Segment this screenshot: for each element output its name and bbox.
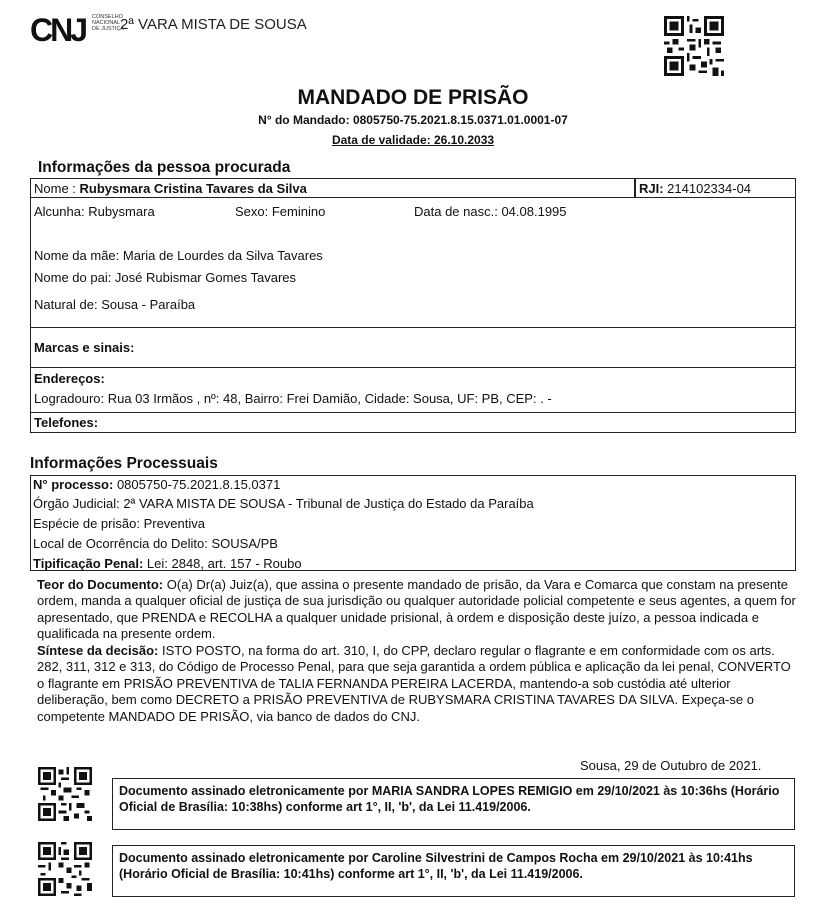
- mother-name: Nome da mãe: Maria de Lourdes da Silva Tavares: [34, 248, 323, 263]
- document-content: [37, 577, 797, 643]
- sexo: Sexo: Feminino: [235, 204, 326, 219]
- document-title: MANDADO DE PRISÃO: [297, 86, 529, 109]
- svg-text:CNJ: CNJ: [30, 12, 86, 46]
- name-label: Nome :: [34, 181, 80, 196]
- rji-divider: [634, 178, 636, 198]
- process-section-title: Informações Processuais: [30, 455, 218, 472]
- qr-code-icon: [38, 842, 92, 896]
- rji-field: [639, 181, 751, 196]
- phones-label: Telefones:: [34, 415, 99, 430]
- address-box: [30, 367, 796, 413]
- rji-value: 214102334-04: [663, 181, 752, 196]
- marks-label: Marcas e sinais:: [34, 340, 135, 355]
- person-section-title: Informações da pessoa procurada: [38, 159, 291, 176]
- decision-summary: [37, 643, 797, 725]
- birthplace: Natural de: Sousa - Paraíba: [34, 297, 196, 312]
- decision-summary-text: ISTO POSTO, na forma do art. 310, I, do CPP, declaro regular o flagrante e em conformidade com os arts. 282, 311, 312 e 313, do Código de Processo Penal, para que seja garantida a ordem pública e aplicação da lei penal, CONVERTO o flagrante em PRISÃO PREVENTIVA de TALIA FERNANDA PEREIRA LACERDA, mantendo-a sob custódia até ulterior deliberação, bem como DECRETO a PRISÃO PREVENTIVA de RUBYSMARA CRISTINA TAVARES DA SILVA. Expeça-se o competente MANDADO DE PRISÃO, via banco de dados do CNJ.: [37, 643, 791, 724]
- rji-label: RJI:: [639, 181, 664, 196]
- signature-box: [112, 778, 795, 830]
- process-box: [30, 475, 796, 571]
- signature-text: Documento assinado eletronicamente por Caroline Silvestrini de Campos Rocha em 29/10/2021 às 10:41hs (Horário Oficial de Brasília: 10:41hs) conforme art 1°, II, 'b', da Lei 11.419/2006.: [119, 851, 753, 881]
- document-content-text: O(a) Dr(a) Juiz(a), que assina o presente mandado de prisão, da Vara e Comarca que constam na presente ordem, manda a qualquer oficial de justiça de sua jurisdição ou qualquer autoridade policial competente e seus agentes, a quem for apresentado, que PRENDA e RECOLHA a qualquer unidade prisional, à ordem e disposição deste juízo, a pessoa indicada e qualificada na presente ordem.: [37, 577, 796, 642]
- crime-location: Local de Ocorrência do Delito: SOUSA/PB: [33, 536, 278, 551]
- court-name: 2ª VARA MISTA DE SOUSA: [120, 16, 307, 33]
- penal-typification-value: Lei: 2848, art. 157 - Roubo: [143, 556, 302, 571]
- birth-date: Data de nasc.: 04.08.1995: [414, 204, 567, 219]
- address-value: Logradouro: Rua 03 Irmãos , nº: 48, Bairro: Frei Damião, Cidade: Sousa, UF: PB, CEP: . -: [34, 391, 552, 406]
- qr-code-icon: [664, 16, 724, 76]
- phones-box: [30, 412, 796, 433]
- document-content-label: Teor do Documento:: [37, 577, 164, 592]
- marks-box: [30, 327, 796, 368]
- name-row: [30, 178, 796, 198]
- qr-code-icon: [38, 767, 92, 821]
- signature-box: [112, 845, 795, 897]
- name-field: [34, 181, 307, 196]
- arrest-type: Espécie de prisão: Preventiva: [33, 516, 205, 531]
- cnj-logo-subtitle: CONSELHO NACIONAL DE JUSTIÇA: [92, 14, 125, 32]
- mandado-number: N° do Mandado: 0805750-75.2021.8.15.0371.01.0001-07: [258, 113, 568, 127]
- signature-text: Documento assinado eletronicamente por MARIA SANDRA LOPES REMIGIO em 29/10/2021 às 10:36hs (Horário Oficial de Brasília: 10:38hs) conforme art 1°, II, 'b', da Lei 11.419/2006.: [119, 784, 780, 814]
- validity-date: Data de validade: 26.10.2033: [331, 133, 495, 147]
- place-date: Sousa, 29 de Outubro de 2021.: [580, 758, 762, 773]
- name-value: Rubysmara Cristina Tavares da Silva: [79, 181, 307, 196]
- alcunha: Alcunha: Rubysmara: [34, 204, 155, 219]
- decision-summary-label: Síntese da decisão:: [37, 643, 159, 658]
- penal-typification-label: Tipificação Penal:: [33, 556, 144, 571]
- father-name: Nome do pai: José Rubismar Gomes Tavares: [34, 270, 297, 285]
- person-details-box: [30, 197, 796, 328]
- penal-typification: [33, 556, 302, 571]
- cnj-logo: [30, 12, 90, 46]
- addresses-label: Endereços:: [34, 371, 105, 386]
- process-number-value: 0805750-75.2021.8.15.0371: [113, 477, 281, 492]
- judicial-body: Órgão Judicial: 2ª VARA MISTA DE SOUSA - Tribunal de Justiça do Estado da Paraíba: [33, 496, 534, 511]
- process-number-label: N° processo:: [33, 477, 114, 492]
- process-number: [33, 477, 280, 492]
